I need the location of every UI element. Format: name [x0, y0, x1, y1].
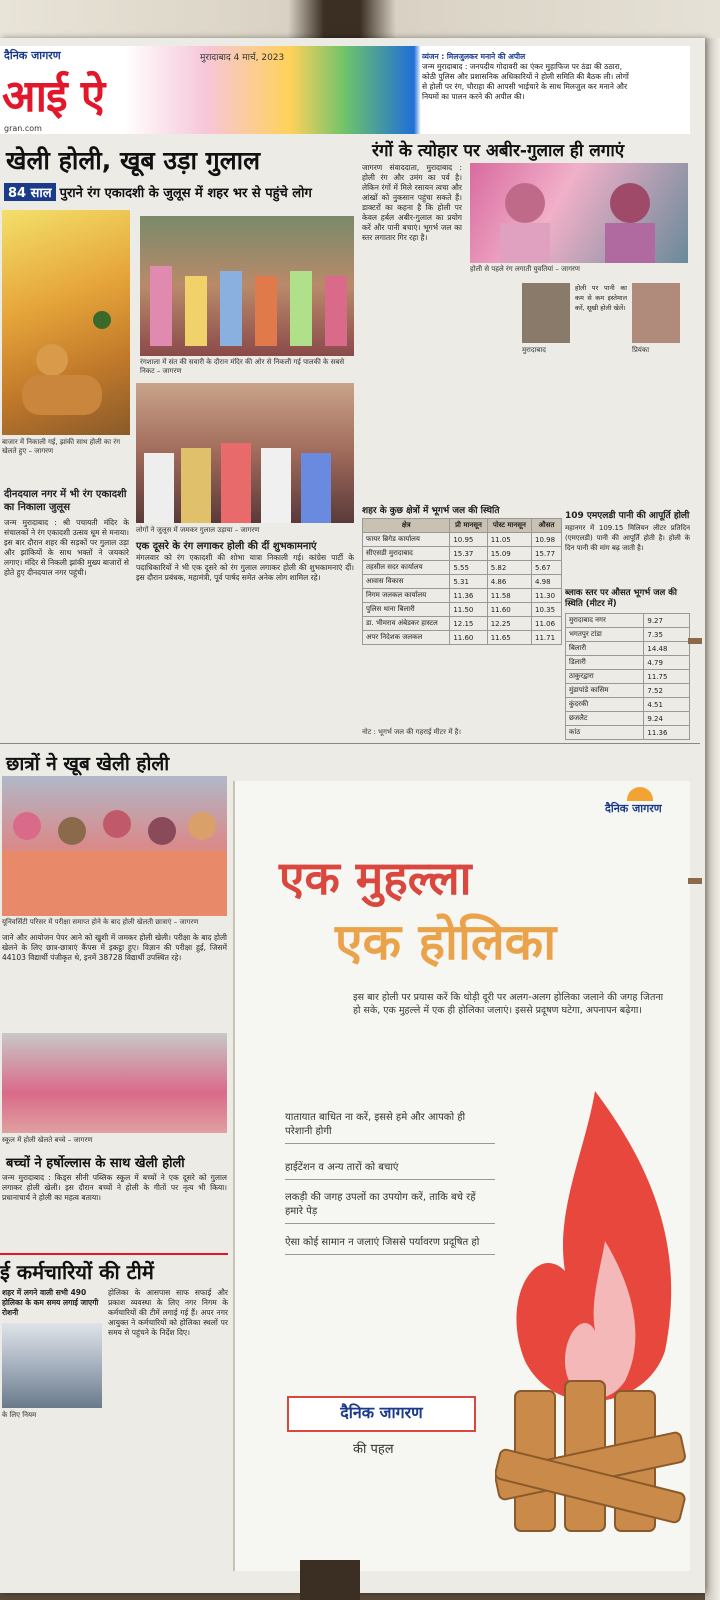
block-table-cell: भगतपुर टांडा [566, 628, 644, 642]
ad-description: इस बार होली पर प्रयास करें कि थोड़ी दूरी पर अलग-अलग होलिका जलाने की जगह जितना हो सके, एक मुहल्ले में एक ही होलिका जलाएं। इससे प्रदूषण घटेगा, अपनापन बढ़ेगा। [353, 992, 664, 1016]
crowd-figures [140, 216, 354, 356]
block-table-row [566, 684, 690, 698]
right-headline: रंगों के त्योहार पर अबीर-गुलाल ही लगाएं [372, 141, 625, 161]
water-table-note: नोट : भूगर्भ जल की गहराई मीटर में है। [362, 728, 462, 736]
water-table-cell: 4.86 [487, 575, 531, 589]
water-table-cell: 10.98 [532, 533, 562, 547]
water-table-cell: 11.58 [487, 589, 531, 603]
water-table-cell: 11.50 [450, 603, 487, 617]
water-table-cell: 12.25 [487, 617, 531, 631]
person2-photo [632, 283, 680, 343]
block-table-row [566, 656, 690, 670]
photo2-caption: रंगशाला में संत की सवारी के दौरान मंदिर की ओर से निकली गई पालकी के सबसे निकट – जागरण [140, 358, 345, 375]
section-title: आई ऐ [2, 71, 105, 122]
photo1-caption: बाजार में निकाली गई, झांकी साथ होली का रंग खेलते हुए – जागरण [2, 438, 121, 455]
block-table-cell: 9.24 [644, 712, 690, 726]
students-figures [2, 776, 227, 916]
block-table-row [566, 726, 690, 740]
block-table-cell: 4.51 [644, 698, 690, 712]
water-table-cell: डा. भीमराव अंबेडकर हास्टल [363, 617, 450, 631]
bonfire-icon [495, 1091, 690, 1551]
sun-logo-icon [627, 787, 653, 801]
water-table [362, 518, 562, 645]
block-table-row [566, 698, 690, 712]
right-photo-caption: होली से पहले रंग लगाती युवतियां – जागरण [470, 265, 580, 273]
procession-photo [2, 210, 130, 435]
block-table-cell: डिलारी [566, 656, 644, 670]
employee-photo [2, 1323, 102, 1408]
background-wall [0, 0, 720, 38]
water-table-title: शहर के कुछ क्षेत्रों में भूगर्भ जल की स्थिति [362, 506, 500, 516]
water-table-cell: फायर ब्रिगेड कार्यालय [363, 533, 450, 547]
block-table-body [566, 614, 690, 740]
water-table-row [363, 603, 562, 617]
kids-caption: स्कूल में होली खेलते बच्चे – जागरण [2, 1136, 93, 1144]
block-table [565, 613, 690, 740]
site-url: gran.com [4, 124, 42, 133]
block-table-cell: मुंडापांडे कासिम [566, 684, 644, 698]
water-table-cell: अपर निदेशक जलकल [363, 631, 450, 645]
water-table-row [363, 575, 562, 589]
employee-headline: ई कर्मचारियों की टीमें [0, 1260, 154, 1284]
water-table-header-cell: पोस्ट मानसून [487, 519, 531, 533]
block-table-cell: 11.75 [644, 670, 690, 684]
block-table-cell: कांठ [566, 726, 644, 740]
ad-line1: एक मुहल्ला [279, 851, 472, 905]
water-table-cell: 11.36 [450, 589, 487, 603]
water-table-cell: 11.65 [487, 631, 531, 645]
supply-headline: 109 एमएलडी पानी की आपूर्ति होली [565, 511, 690, 521]
kids-headline: बच्चों ने हर्षोल्लास के साथ खेली होली [6, 1156, 185, 1171]
supply-text: महानगर में 109.15 मिलियन लीटर प्रतिदिन (एमएलडी) पानी की आपूर्ति होती है। होली के दिन पानी की मांग बढ़ जाती है। [565, 524, 690, 552]
water-table-cell: 10.95 [450, 533, 487, 547]
water-table-row [363, 631, 562, 645]
students-text: जाने और आयोजन पेपर आने को खुशी में जमकर होली खेली। परीक्षा के बाद होली खेलने के लिए छात्र-छात्राएं कैंपस में इकट्ठा हुए। विज्ञान की परीक्षा हुई, जिसमें 44103 विद्यार्थी पंजीकृत थे, इनमें 38728 विद्यार्थी उपस्थित रहे। [2, 933, 227, 962]
holi-subhead [4, 183, 354, 201]
water-table-header-cell: प्री मानसून [450, 519, 487, 533]
block-title: ब्लाक स्तर पर औसत भूगर्भ जल की स्थिति (मीटर में) [565, 588, 677, 609]
ad-tagline: की पहल [353, 1442, 394, 1457]
string-tie [688, 638, 702, 644]
street-photo [136, 383, 354, 523]
water-table-row [363, 589, 562, 603]
block-table-cell: ठाकुरद्वारा [566, 670, 644, 684]
block-table-cell: छजलैट [566, 712, 644, 726]
water-table-cell: 11.60 [450, 631, 487, 645]
ad-brand: दैनिक जागरण [605, 802, 662, 815]
block-table-row [566, 670, 690, 684]
block-table-row [566, 628, 690, 642]
water-table-row [363, 533, 562, 547]
water-table-header-cell: औसत [532, 519, 562, 533]
years-badge: 84 साल [4, 183, 56, 201]
water-table-cell: 15.37 [450, 547, 487, 561]
water-table-cell: 11.71 [532, 631, 562, 645]
kids-photo [2, 1033, 227, 1133]
water-table-cell: 5.67 [532, 561, 562, 575]
water-table-cell: 15.77 [532, 547, 562, 561]
block-table-cell: 7.35 [644, 628, 690, 642]
section-divider [0, 743, 700, 744]
col2-text: मंगलवार को रंग एकादशी की शोभा यात्रा निकाली गई। कांग्रेस पार्टी के पदाधिकारियों ने भी एक दूसरे को रंग गुलाल लगाकर होली की शुभकामनाएं दीं। इस दौरान प्रबंधक, महामंत्री, पूर्व पार्षद समेत अनेक लोग शामिल रहे। [136, 553, 354, 582]
wooden-stand [300, 1560, 360, 1600]
string-tie-2 [688, 878, 702, 884]
water-table-cell: 12.15 [450, 617, 487, 631]
water-table-header-cell: क्षेत्र [363, 519, 450, 533]
block-table-cell: 7.52 [644, 684, 690, 698]
water-table-body [363, 533, 562, 645]
block-table-cell: 9.27 [644, 614, 690, 628]
masthead [0, 46, 690, 134]
procession-figure [2, 210, 130, 435]
water-table-header [363, 519, 562, 533]
ad-tip-4: ऐसा कोई सामान न जलाएं जिससे पर्यावरण प्रदूषित हो [285, 1236, 495, 1255]
photo3-caption: लोगों ने जुलूस में जमकर गुलाल उड़ाया – जागरण [136, 526, 260, 534]
water-table-cell: 5.31 [450, 575, 487, 589]
quote-text: होली पर पानी का कम से कम इस्तेमाल करें, सूखी होली खेलें। [575, 284, 627, 312]
crowd-photo [140, 216, 354, 356]
water-table-cell: सीएसडी मुरादाबाद [363, 547, 450, 561]
water-table-cell: 4.98 [532, 575, 562, 589]
brand-label: दैनिक जागरण [4, 49, 61, 62]
ad-tip-1: यातायात बाधित ना करें, इससे हमे और आपको ही परेशानी होगी [285, 1111, 495, 1144]
box-text: जन्म मुरादाबाद : श्री पचायती मंदिर के संचालकों ने रंग एकादशी उत्सव धूम से मनाया। इस बार दौरान शहर की सड़कों पर गुलाल उड़ा और झांकियों के साथ भक्तों ने जयकारे लगाए। मंदिर से निकली झांकी मुख्य बाजारों से होते हुए दीनदयाल नगर पहुंची। [4, 518, 129, 577]
ad-logo: दैनिक जागरण [287, 1396, 476, 1432]
right-text: जागरण संवाददाता, मुरादाबाद : होली रंग और उमंग का पर्व है। लेकिन रंगों में मिले रसायन त्वचा और आंखों को नुकसान पहुंचा सकते हैं। डाक्टरों का कहना है कि होली पर केवल हर्बल अबीर-गुलाल का प्रयोग करें और पानी बचाएं। भूगर्भ जल का स्तर लगातार गिर रहा है। [362, 163, 462, 242]
water-table-cell: तहसील सदर कार्यालय [363, 561, 450, 575]
students-caption: यूनिवर्सिटी परिसर में परीक्षा समाप्त होने के बाद होली खेलती छात्राएं – जागरण [2, 918, 199, 926]
block-table-row [566, 614, 690, 628]
ad-tip-3: लकड़ी की जगह उपलों का उपयोग करें, ताकि बचे रहें हमारे पेड़ [285, 1191, 495, 1224]
promo-text: जन्म मुरादाबाद : जनपदीय गोदावरी का एंकर मुहाफिज पर ठंडा की ठठारा, कोठी पुलिस और प्रशासनिक अधिकारियों ने होली समिति की बैठक ली। लोगों से होली पर रंग, चौराहा की आपसी भाईचारे के साथ मिलजुल कर मनाने और नियमों का पालन करने की अपील की। [422, 62, 629, 101]
promo-title: व्यंजन : मिलजुलकर मनाने की अपील [422, 52, 526, 61]
water-table-cell: आवास विकास [363, 575, 450, 589]
employee-subhead: शहर में लगने वाली सभी 490 होलिका के कम समय लगाई जाएगी रोशनी [2, 1288, 99, 1317]
students-photo [2, 776, 227, 916]
water-table-cell: 10.35 [532, 603, 562, 617]
water-table-row [363, 547, 562, 561]
water-table-cell: निगम जलकल कार्यालय [363, 589, 450, 603]
employee-caption: के लिए नियम [2, 1411, 37, 1419]
block-table-row [566, 642, 690, 656]
block-table-cell: 14.48 [644, 642, 690, 656]
water-table-cell: 11.06 [532, 617, 562, 631]
block-table-cell: बिलारी [566, 642, 644, 656]
water-table-cell: 15.09 [487, 547, 531, 561]
block-table-row [566, 712, 690, 726]
kids-text: जन्म मुरादाबाद : किड्स सीनी पब्लिक स्कूल में बच्चों ने एक दूसरे को गुलाल लगाकर होली खेली। इस दौरान बच्चों ने होली के गीतों पर नृत्य भी किया। प्रधानाचार्य ने होली का महत्व बताया। [2, 1173, 227, 1202]
person1-photo [522, 283, 570, 343]
water-table-cell: 5.55 [450, 561, 487, 575]
water-table-cell: 5.82 [487, 561, 531, 575]
masthead-promo [420, 50, 634, 104]
block-table-cell: 11.36 [644, 726, 690, 740]
ad-tip-2: हाईटेंशन व अन्य तारों को बचाएं [285, 1161, 495, 1180]
water-table-row [363, 561, 562, 575]
holika-ad [233, 781, 690, 1571]
quote2-name: प्रियंका [632, 346, 650, 354]
page-edge [705, 38, 720, 1600]
block-table-cell: कुंदरकी [566, 698, 644, 712]
girls-photo [470, 163, 688, 263]
col2-headline: एक दूसरे के रंग लगाकर होली की दीं शुभकामनाएं [136, 541, 317, 552]
girls-figures [470, 163, 688, 263]
water-table-cell: 11.60 [487, 603, 531, 617]
water-table-row [363, 617, 562, 631]
street-crowd [136, 383, 354, 523]
water-table-cell: 11.05 [487, 533, 531, 547]
water-table-cell: 11.30 [532, 589, 562, 603]
block-table-cell: मुरादाबाद नगर [566, 614, 644, 628]
students-headline: छात्रों ने खूब खेली होली [6, 753, 170, 775]
newspaper-page [0, 38, 705, 1593]
employee-rule [0, 1253, 228, 1255]
ad-line2: एक होलिका [335, 912, 557, 971]
water-table-cell: पुलिस थाना बिलारी [363, 603, 450, 617]
issue-date: मुरादाबाद 4 मार्च, 2023 [200, 53, 285, 63]
subhead-text: पुराने रंग एकादशी के जुलूस में शहर भर से पहुंचे लोग [59, 186, 312, 201]
block-table-cell: 4.79 [644, 656, 690, 670]
box-headline: दीनदयाल नगर में भी रंग एकादशी का निकाला जुलूस [4, 489, 127, 513]
quote1-name: मुरादाबाद [522, 346, 546, 354]
holi-headline: खेली होली, खूब उड़ा गुलाल [6, 146, 261, 175]
employee-text: होलिका के आसपास साफ सफाई और प्रकाश व्यवस्था के लिए नगर निगम के कर्मचारियों की टीमें लगाई गई हैं। अपर नगर आयुक्त ने कर्मचारियों को होलिका स्थलों पर समय से पहुंचने के निर्देश दिए। [108, 1288, 228, 1337]
